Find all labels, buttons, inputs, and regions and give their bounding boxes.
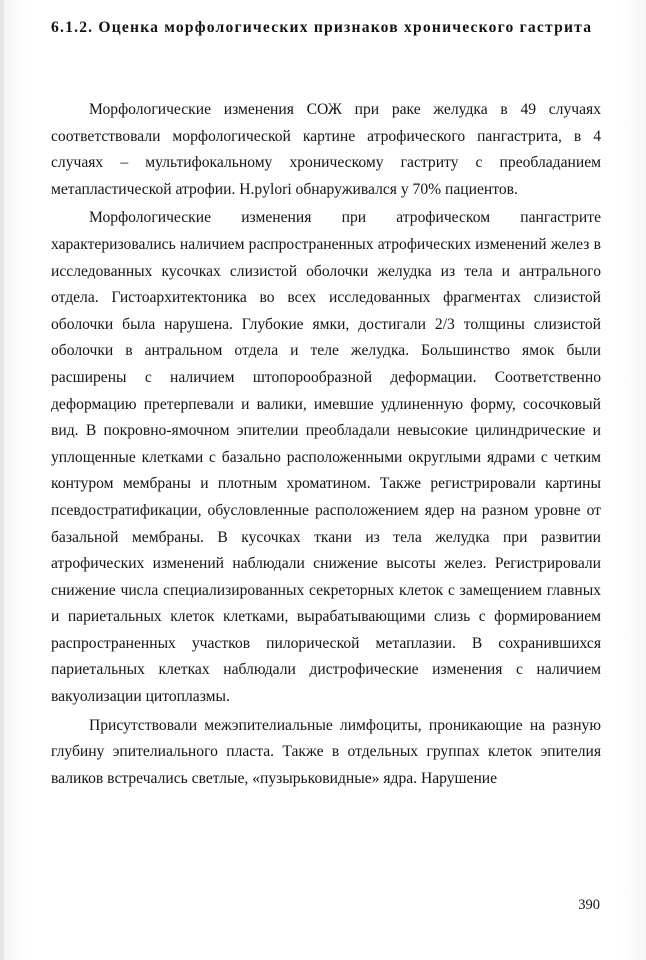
scan-edge-shadow	[0, 0, 4, 960]
page-number: 390	[578, 897, 600, 913]
paragraph: Морфологические изменения при атрофическом пангастрите характеризовались наличием распространенных атрофических изменений желез в исследованных кусочках слизистой оболочки желудка из тела и антрального отдела. Гистоархитектоника во всех исследованных фрагментах слизистой оболочки была нарушена. Глубокие ямки, достигали 2/3 толщины слизистой оболочки в антральном отдела и теле желудка. Большинство ямок были расширены с наличием штопорообразной деформации. Соответственно деформацию претерпевали и валики, имевшие удлиненную форму, сосочковый вид. В покровно-ямочном эпителии преобладали невысокие цилиндрические и уплощенные клетками с базально расположенными округлыми ядрами с четким контуром мембраны и плотным хроматином. Также регистрировали картины псевдостратификации, обусловленные расположением ядер на разном уровне от базальной мембраны. В кусочках ткани из тела желудка при развитии атрофических изменений наблюдали снижение высоты желез. Регистрировали снижение числа специализированных секреторных клеток с замещением главных и париетальных клеток клетками, вырабатывающими слизь с формированием распространенных участков пилорической метаплазии. В сохранившихся париетальных клетках наблюдали дистрофические изменения с наличием вакуолизации цитоплазмы.	[51, 209, 601, 706]
paragraph: Присутствовали межэпителиальные лимфоциты, проникающие на разную глубину эпителиального пласта. Также в отдельных группах клеток эпителия валиков встречались светлые, «пузырьковидные» ядра. Нарушение	[51, 716, 601, 787]
body-text	[51, 97, 601, 792]
paragraph: Морфологические изменения СОЖ при раке желудка в 49 случаях соответствовали морфологической картине атрофического пангастрита, в 4 случаях – мультифокальному хроническому гастриту с преобладанием метапластической атрофии. H.pylori обнаруживался у 70% пациентов.	[51, 101, 601, 198]
section-heading: 6.1.2. Оценка морфологических признаков хронического гастрита	[51, 19, 593, 36]
